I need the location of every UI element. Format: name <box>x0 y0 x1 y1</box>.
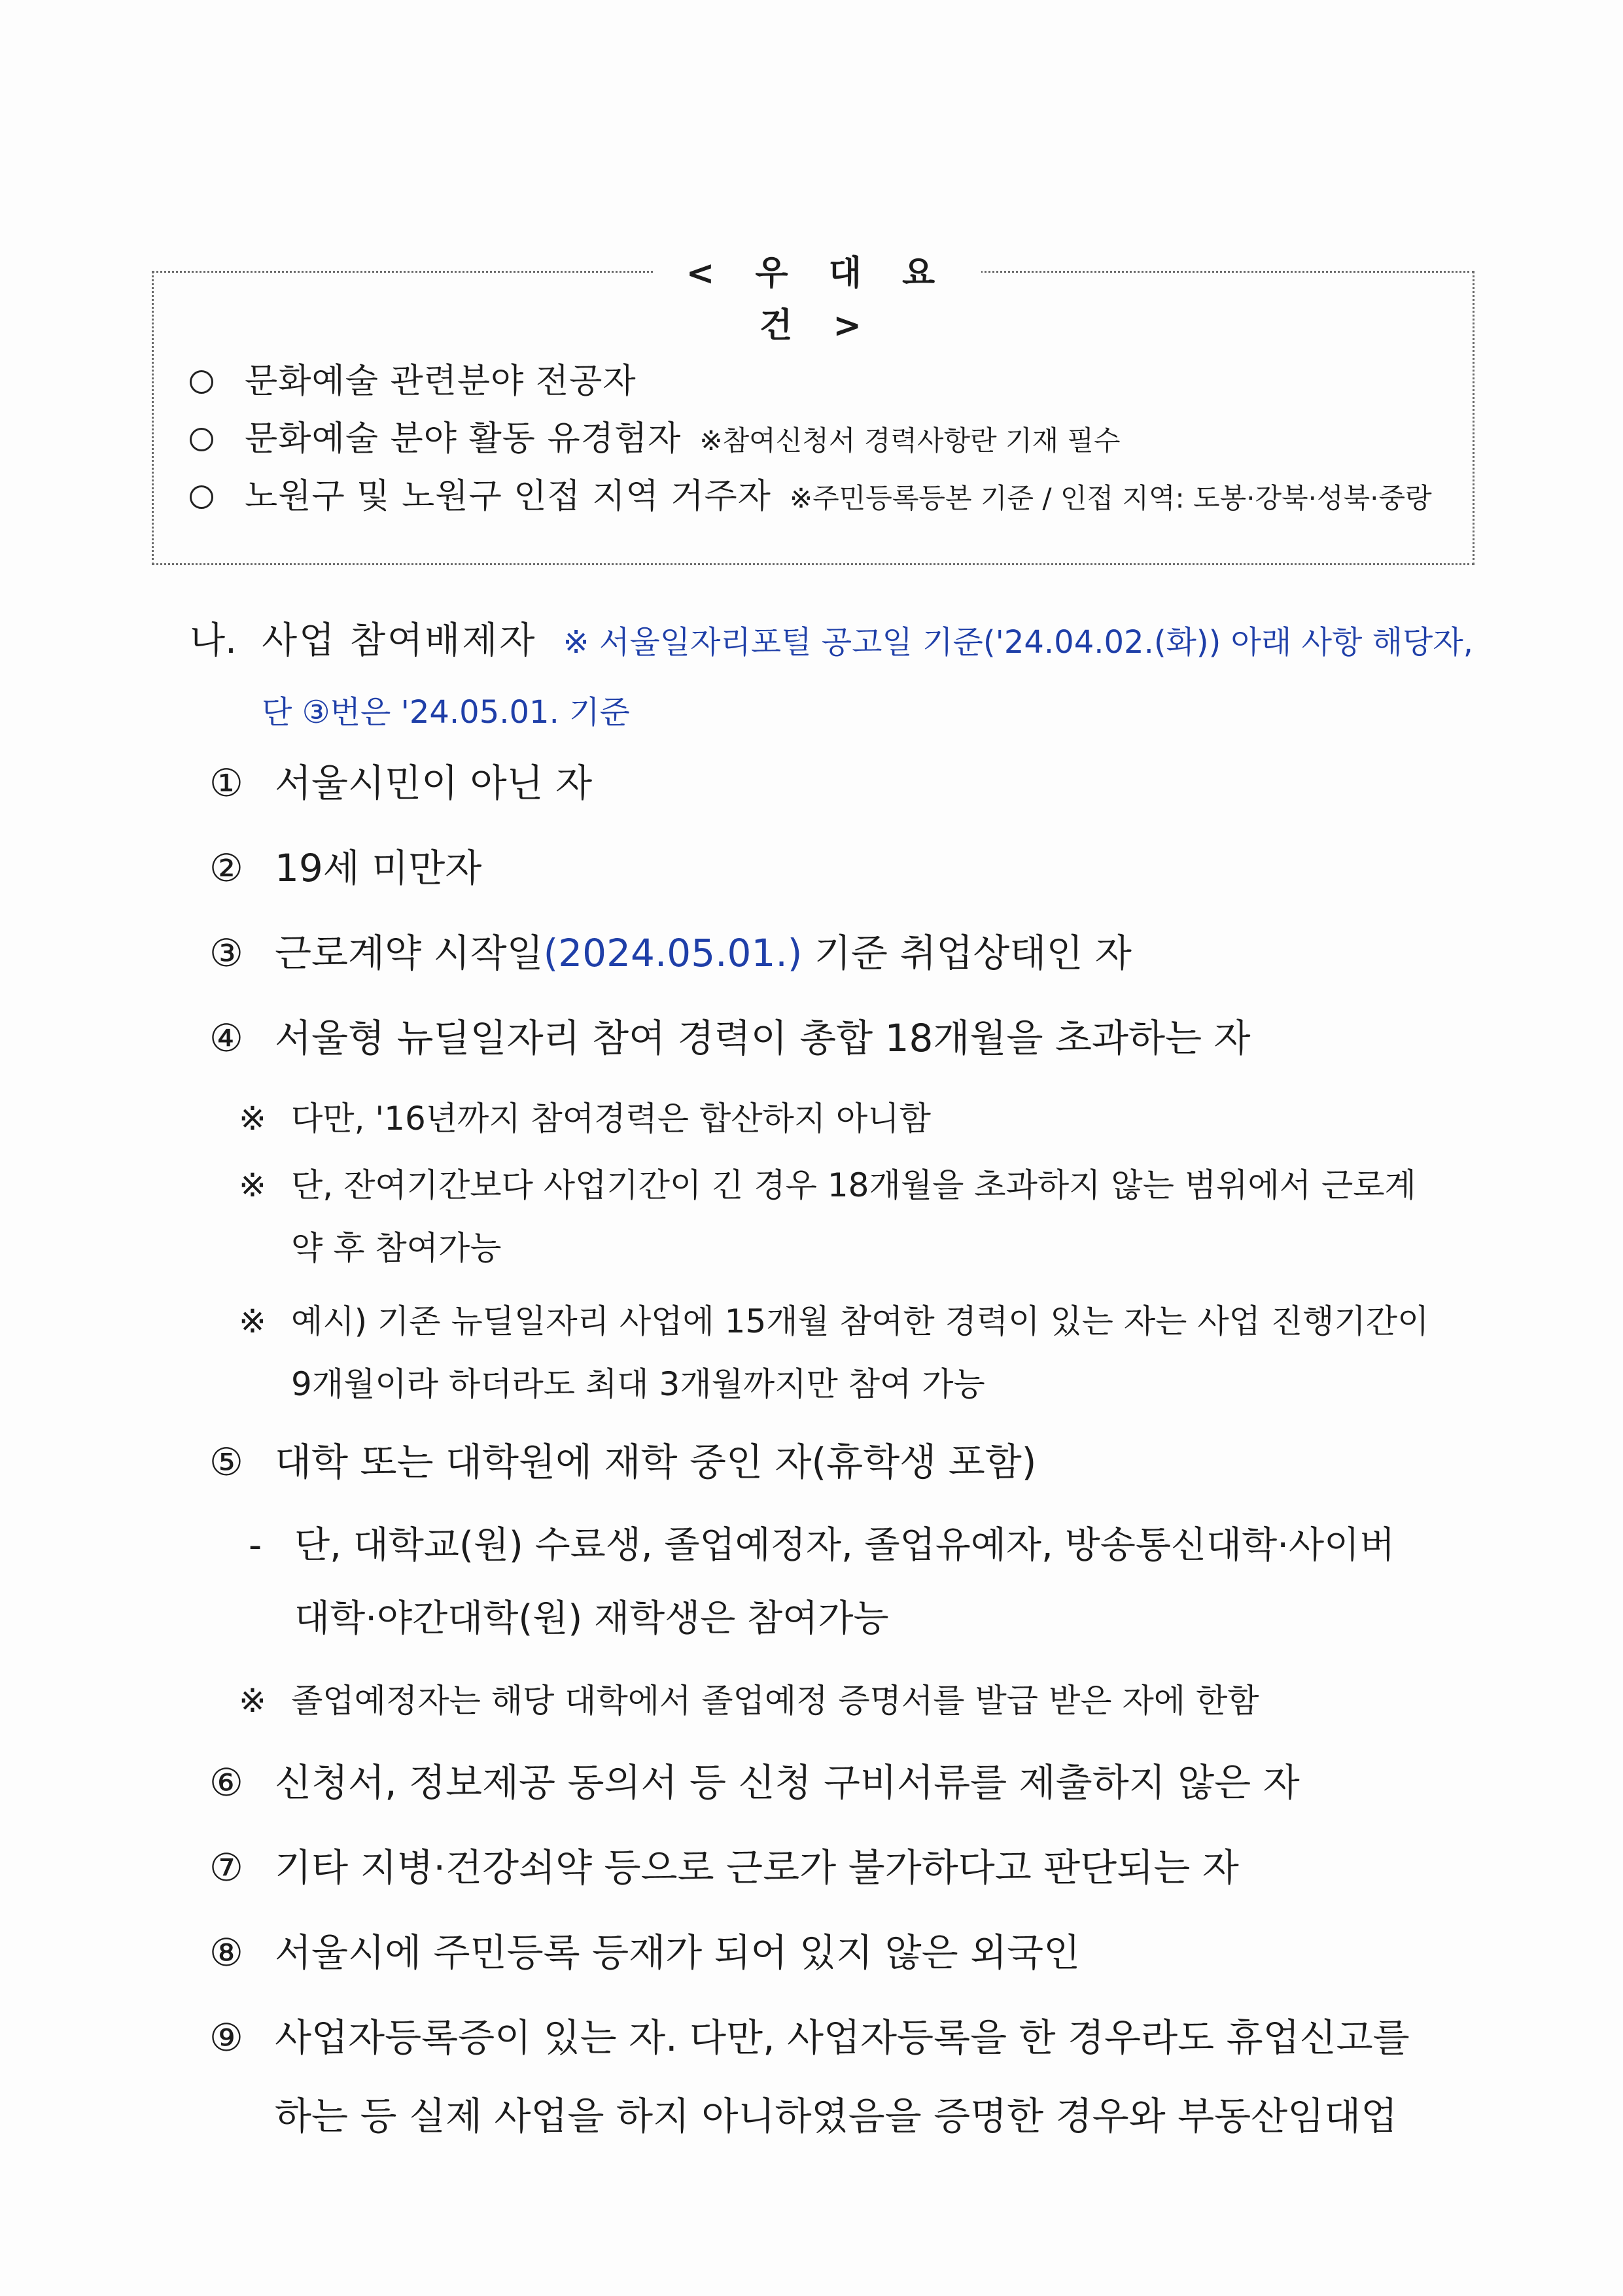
dash-item-continued: 대학·야간대학(원) 재학생은 참여가능 <box>294 1597 889 1640</box>
list-item: ② 19세 미만자 <box>209 846 482 890</box>
preferred-conditions-title: < 우 대 요 건 > <box>654 247 981 352</box>
highlighted-date: (2024.05.01.) <box>543 931 803 975</box>
dash-item: - 단, 대학교(원) 수료생, 졸업예정자, 졸업유예자, 방송통신대학·사이버 <box>249 1524 1395 1567</box>
preferred-item: 문화예술 분야 활동 유경험자 ※참여신청서 경력사항란 기재 필수 <box>190 411 1472 468</box>
preferred-item: 노원구 및 노원구 인접 지역 거주자 ※주민등록등본 기준 / 인접 지역: 도봉·강북·성북·중랑 <box>190 468 1472 526</box>
circle-bullet-icon <box>190 485 213 509</box>
list-item: ① 서울시민이 아닌 자 <box>209 761 593 805</box>
preferred-item: 문화예술 관련분야 전공자 <box>190 353 1472 411</box>
list-item: ⑥ 신청서, 정보제공 동의서 등 신청 구비서류를 제출하지 않은 자 <box>209 1760 1300 1805</box>
section-note: ※ 서울일자리포털 공고일 기준('24.04.02.(화)) 아래 사항 해당자, <box>563 624 1473 661</box>
list-item: ⑨ 사업자등록증이 있는 자. 다만, 사업자등록을 한 경우라도 휴업신고를 <box>209 2015 1410 2060</box>
list-item: ③ 근로계약 시작일 (2024.05.01.) 기준 취업상태인 자 <box>209 931 1132 975</box>
section-title: 사업 참여배제자 <box>262 619 537 662</box>
section-note-continued: 단 ③번은 '24.05.01. 기준 <box>262 694 630 731</box>
list-item: ④ 서울형 뉴딜일자리 참여 경력이 총합 18개월을 초과하는 자 <box>209 1016 1251 1060</box>
list-item: ⑦ 기타 지병·건강쇠약 등으로 근로가 불가하다고 판단되는 자 <box>209 1845 1239 1890</box>
note-item: ※ 졸업예정자는 해당 대학에서 졸업예정 증명서를 발급 받은 자에 한함 <box>239 1682 1259 1720</box>
note-item: ※ 단, 잔여기간보다 사업기간이 긴 경우 18개월을 초과하지 않는 범위에서 근로계 <box>239 1166 1416 1204</box>
note-item-continued: 약 후 참여가능 <box>291 1229 502 1267</box>
list-item: ⑤ 대학 또는 대학원에 재학 중인 자(휴학생 포함) <box>209 1440 1037 1484</box>
section-heading <box>190 612 1498 732</box>
list-item: ⑧ 서울시에 주민등록 등재가 되어 있지 않은 외국인 <box>209 1930 1081 1975</box>
exclusion-list <box>209 752 1505 2164</box>
list-item-continued: 하는 등 실제 사업을 하지 아니하였음을 증명한 경우와 부동산임대업 <box>275 2094 1398 2138</box>
preferred-conditions-list <box>190 353 1472 526</box>
note-item: ※ 예시) 기존 뉴딜일자리 사업에 15개월 참여한 경력이 있는 자는 사업 진행기간이 <box>239 1302 1429 1340</box>
circle-bullet-icon <box>190 428 213 451</box>
section-number: 나. <box>190 619 237 662</box>
note-item-continued: 9개월이라 하더라도 최대 3개월까지만 참여 가능 <box>291 1365 985 1403</box>
circle-bullet-icon <box>190 370 213 394</box>
note-item: ※ 다만, '16년까지 참여경력은 합산하지 아니함 <box>239 1100 931 1138</box>
